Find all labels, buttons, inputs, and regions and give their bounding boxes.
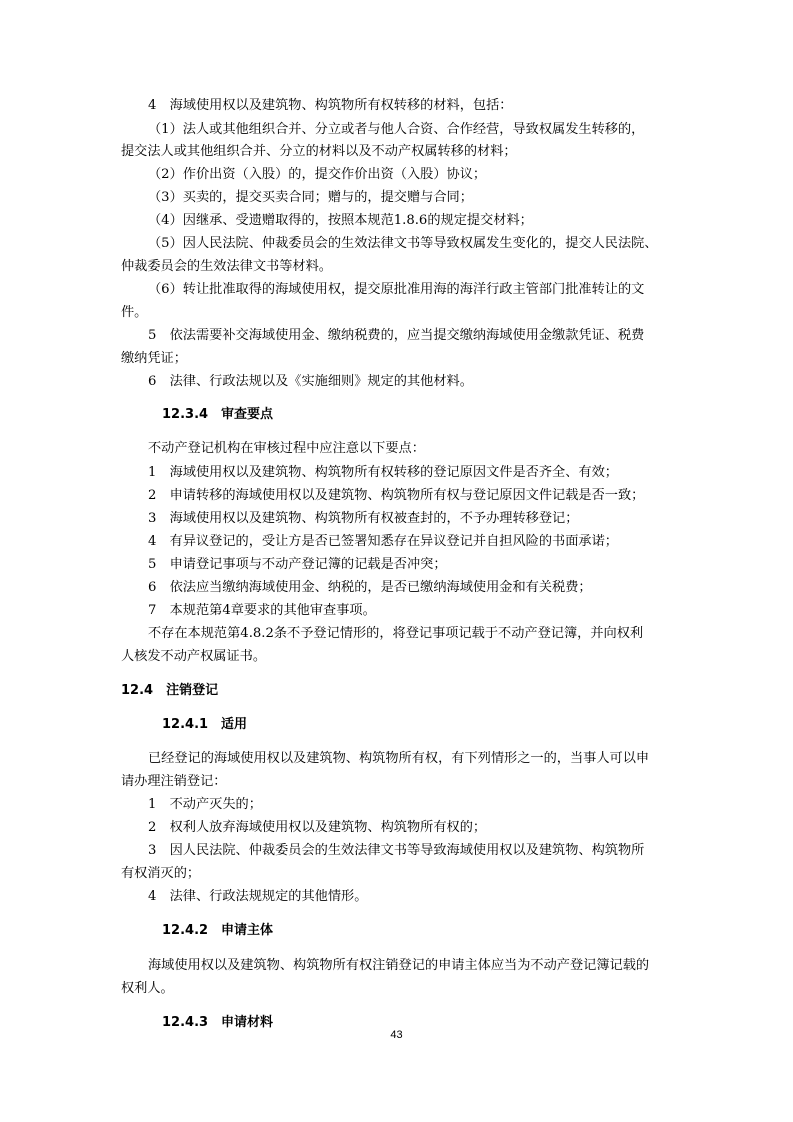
- list-item: 1 海域使用权以及建筑物、构筑物所有权转移的登记原因文件是否齐全、有效；: [148, 465, 618, 480]
- section-heading: 12.4.2 申请主体: [162, 923, 274, 938]
- list-item: 2 申请转移的海域使用权以及建筑物、构筑物所有权与登记原因文件记载是否一致；: [148, 488, 645, 503]
- list-item: （5）因人民法院、仲裁委员会的生效法律文书等导致权属发生变化的，提交人民法院、: [148, 236, 658, 251]
- text-line: 有权消灭的；: [121, 866, 201, 881]
- text-line: 人核发不动产权属证书。: [121, 649, 267, 664]
- text-line: 缴纳凭证；: [121, 351, 187, 366]
- text-line: 已经登记的海域使用权以及建筑物、构筑物所有权，有下列情形之一的，当事人可以申: [148, 751, 650, 766]
- list-item: 3 因人民法院、仲裁委员会的生效法律文书等导致海域使用权以及建筑物、构筑物所: [148, 843, 645, 858]
- text-line: 仲裁委员会的生效法律文书等材料。: [121, 259, 332, 274]
- list-item: 4 海域使用权以及建筑物、构筑物所有权转移的材料，包括：: [148, 98, 513, 113]
- list-item: 5 申请登记事项与不动产登记簿的记载是否冲突；: [148, 557, 447, 572]
- list-item: （2）作价出资（入股）的，提交作价出资（入股）协议；: [148, 167, 487, 182]
- text-line: 不动产登记机构在审核过程中应注意以下要点：: [148, 441, 425, 456]
- text-line: 件。: [121, 305, 148, 320]
- section-heading: 12.4.1 适用: [162, 717, 248, 732]
- section-heading: 12.4 注销登记: [121, 683, 219, 698]
- page-number: 43: [390, 1029, 403, 1041]
- list-item: 4 有异议登记的，受让方是否已签署知悉存在异议登记并自担风险的书面承诺；: [148, 534, 618, 549]
- section-heading: 12.4.3 申请材料: [162, 1015, 274, 1030]
- list-item: 7 本规范第4章要求的其他审查事项。: [148, 603, 376, 618]
- text-line: 权利人。: [121, 981, 174, 996]
- text-line: 不存在本规范第4.8.2条不予登记情形的，将登记事项记载于不动产登记簿，并向权利: [148, 626, 644, 641]
- text-line: 提交法人或其他组织合并、分立的材料以及不动产权属转移的材料；: [121, 144, 517, 159]
- section-heading: 12.3.4 审查要点: [162, 407, 274, 422]
- list-item: 3 海域使用权以及建筑物、构筑物所有权被查封的，不予办理转移登记；: [148, 511, 579, 526]
- list-item: 2 权利人放弃海域使用权以及建筑物、构筑物所有权的；: [148, 820, 487, 835]
- list-item: 1 不动产灭失的；: [148, 797, 262, 812]
- list-item: （4）因继承、受遗赠取得的，按照本规范1.8.6的规定提交材料；: [148, 213, 533, 228]
- list-item: 4 法律、行政法规规定的其他情形。: [148, 889, 368, 904]
- list-item: 6 法律、行政法规以及《实施细则》规定的其他材料。: [148, 374, 473, 389]
- list-item: （3）买卖的，提交买卖合同；赠与的，提交赠与合同；: [148, 190, 473, 205]
- text-line: 海域使用权以及建筑物、构筑物所有权注销登记的申请主体应当为不动产登记簿记载的: [148, 958, 650, 973]
- text-line: 请办理注销登记：: [121, 774, 227, 789]
- list-item: （6）转让批准取得的海域使用权，提交原批准用海的海洋行政主管部门批准转让的文: [148, 282, 645, 297]
- list-item: 5 依法需要补交海域使用金、缴纳税费的，应当提交缴纳海域使用金缴款凭证、税费: [148, 328, 645, 343]
- list-item: 6 依法应当缴纳海域使用金、纳税的，是否已缴纳海域使用金和有关税费；: [148, 580, 592, 595]
- list-item: （1）法人或其他组织合并、分立或者与他人合资、合作经营，导致权属发生转移的，: [148, 122, 645, 137]
